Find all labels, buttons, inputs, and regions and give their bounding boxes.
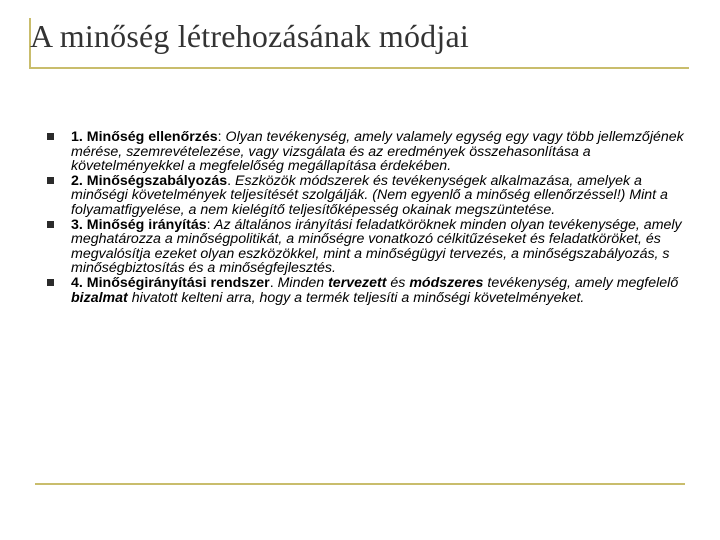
bullet-emphasis: bizalmat xyxy=(71,289,128,306)
bullet-item-quality-management xyxy=(40,218,685,276)
square-bullet-icon xyxy=(47,133,54,140)
bullet-text xyxy=(71,129,684,174)
bullet-text xyxy=(71,217,682,277)
bullet-emphasis: tervezett xyxy=(328,274,387,291)
square-bullet-icon xyxy=(47,177,54,184)
bullet-term: 4. Minőségirányítási rendszer xyxy=(71,274,270,291)
slide-title: A minőség létrehozásának módjai xyxy=(30,18,469,54)
bullet-item-quality-management-system xyxy=(40,276,685,305)
bullet-term-punct: . xyxy=(227,172,232,189)
square-bullet-icon xyxy=(47,279,54,286)
bullet-term: 3. Minőség irányítás xyxy=(71,216,207,233)
bullet-term-punct: . xyxy=(269,274,274,291)
footer-line xyxy=(35,483,685,485)
bullet-definition-part: tevékenység, amely megfelelő xyxy=(483,274,679,291)
square-bullet-icon xyxy=(47,221,54,228)
bullet-definition: Az általános irányítási feladatköröknek minden olyan tevékenysége, amely meghatározza a minőségpolitikát, a minőségre vonatkozó célkitűzéseket és feladatköröket, és megvalósítja ezeket olyan eszközökkel, mint a minőségügyi tervezés, a minőségszabályozás, s minőségbiztosítás és a minőségfejlesztés. xyxy=(71,216,682,277)
bullet-term-punct: : xyxy=(217,129,222,145)
title-underline xyxy=(29,67,689,69)
bullet-definition: Olyan tevékenység, amely valamely egység egy vagy több jellemzőjének mérése, szemrevételezése, vagy vizsgálata és az eredmények összehasonlítása a követelményekkel a megfelelőség megállapítása érdekében. xyxy=(71,129,684,175)
bullet-term: 2. Minőségszabályozás xyxy=(71,172,228,189)
bullet-definition-part: Minden xyxy=(273,274,329,291)
bullet-item-quality-control xyxy=(40,130,685,174)
bullet-definition-part: és xyxy=(386,274,410,291)
bullet-item-quality-regulation xyxy=(40,174,685,218)
bullet-text xyxy=(71,275,678,306)
bullet-list xyxy=(40,130,685,305)
bullet-text xyxy=(71,173,668,218)
bullet-definition-part: hivatott kelteni arra, hogy a termék teljesíti a minőségi követelményeket. xyxy=(127,289,585,306)
bullet-emphasis: módszeres xyxy=(409,274,484,291)
bullet-term: 1. Minőség ellenőrzés xyxy=(71,129,218,145)
bullet-term-punct: : xyxy=(206,216,211,233)
bullet-definition: Eszközök módszerek és tevékenységek alkalmazása, amelyek a minőségi követelmények teljesítését szolgálják. (Nem egyenlő a minőség ellenőrzéssel!) Mint a folyamatfigyelése, a nem kielégítő teljesítőképesség okainak megszüntetése. xyxy=(71,172,668,218)
